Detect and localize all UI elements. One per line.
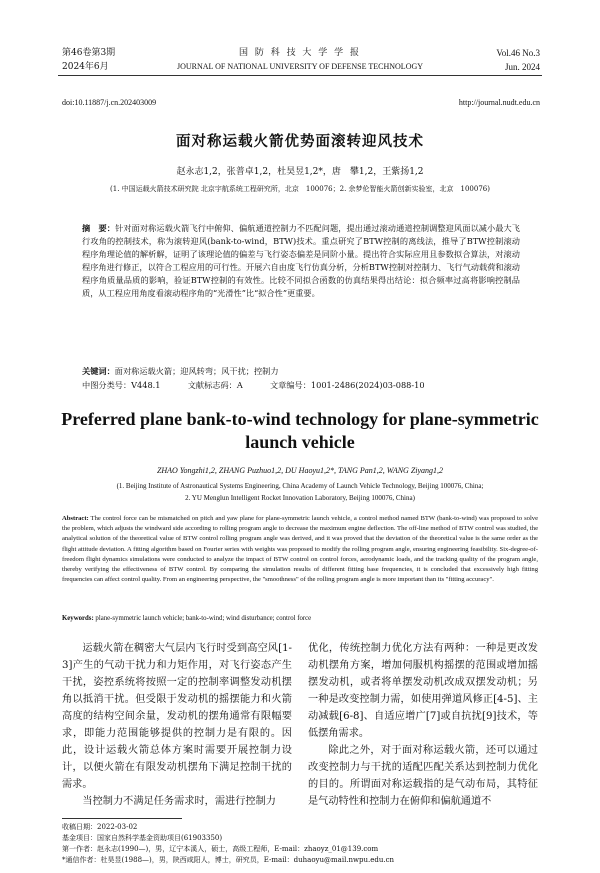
footnote-rule bbox=[62, 818, 182, 819]
journal-url: http://journal.nudt.edu.cn bbox=[458, 98, 540, 107]
en-title-line2: launch vehicle bbox=[245, 432, 355, 452]
cn-keywords-label: 关键词： bbox=[82, 366, 115, 376]
cn-classification-row bbox=[82, 379, 520, 392]
header-right-volume: Vol.46 No.3 bbox=[496, 48, 540, 58]
header-rule bbox=[58, 75, 542, 76]
cn-doc-code: 文献标志码：A bbox=[187, 380, 243, 390]
en-affiliation-line1: (1. Beijing Institute of Astronautical Systems Engineering, China Academy of Launch Vehicle Technology, Beijing 100076, China; bbox=[116, 482, 484, 490]
en-abstract bbox=[62, 514, 538, 585]
cn-authors: 赵永志1,2，张普卓1,2，杜昊昱1,2*，唐 攀1,2，王紫扬1,2 bbox=[176, 167, 424, 177]
cn-abstract-label: 摘 要： bbox=[82, 223, 116, 233]
footnote-corresponding-author: *通信作者：杜昊昱(1988—)，男，陕西咸阳人，博士，研究员，E-mail：duhaoyu@mail.nwpu.edu.cn bbox=[62, 856, 395, 864]
footnote-fund: 基金项目：国家自然科学基金资助项目(61903350) bbox=[62, 834, 223, 842]
body-left-paragraph-2: 当控制力不满足任务需求时，需进行控制力 bbox=[82, 796, 276, 807]
en-abstract-label: Abstract: bbox=[62, 515, 89, 522]
footnotes bbox=[62, 822, 538, 866]
body-right-column bbox=[308, 640, 538, 810]
en-affiliation-line2: 2. YU Menglun Intelligent Rocket Innovation Laboratory, Beijing 100076, China) bbox=[185, 494, 415, 502]
cn-keywords-text: 面对称运载火箭；迎风转弯；风干扰；控制力 bbox=[114, 366, 279, 376]
doi: doi:10.11887/j.cn.202403009 bbox=[62, 98, 157, 107]
footnote-received: 收稿日期：2022-03-02 bbox=[62, 823, 138, 831]
cn-title: 面对称运载火箭优势面滚转迎风技术 bbox=[176, 133, 424, 150]
body-left-paragraph-1: 运载火箭在稠密大气层内飞行时受到高空风[1-3]产生的气动干扰力和力矩作用，对飞行姿态产生干扰，姿控系统将按照一定的控制率调整发动机摆角以抵消干扰。但受限于发动机的摇摆能力和火箭高度的结构空间余量，发动机的摆角通常有限幅要求，即能力范围能够提供的控制力是有限的。因此，设计运载火箭总体方案时需要开展控制力设计，以便火箭在有限发动机摆角下满足控制干扰的需求。 bbox=[62, 643, 292, 790]
en-keywords-label: Keywords: bbox=[62, 615, 94, 622]
body-right-paragraph-1: 优化，传统控制力优化方法有两种：一种是更改发动机摆角方案，增加伺服机构摇摆的范围或增加摇摆发动机，或者将单摆发动机改成双摆发动机；另一种是改变控制力需，如使用弹道风修正[4-5]、主动减载[6-8]、自适应增广[7]或自抗扰[9]技术，等低摆角需求。 bbox=[308, 643, 538, 739]
body-left-column bbox=[62, 640, 292, 810]
en-abstract-text: The control force can be mismatched on pitch and yaw plane for plane-symmetric launch vehicle, a control method named BTW (bank-to-wind) was proposed to solve the problem, which adjusts the windward side according to rolling program angle to decrease the maximum engine deflection. The off-line method of BTW control was studied, the analytical solution of the theoretical value of BTW control rolling program angle was derived, and it was proved that the deviation of the theoretical value is the same order as the flight attitude deviation. A fitting algorithm based on Fourier series with weights was proposed to modify the rolling program angle, ensuring engineering feasibility. Six-degree-of-freedom flight dynamics simulations were conducted to analyze the impact of BTW control on control forces, aerodynamic loads, and the tracking quality of the program angle, thereby verifying the effectiveness of BTW control. By comparing the simulation results of different fitting base frequencies, it is concluded that excessively high fitting frequencies can affect control quality. From an engineering perspective, the "smoothness" of the rolling program angle is more important than its "fitting accuracy". bbox=[62, 515, 539, 584]
cn-affiliation: (1. 中国运载火箭技术研究院 北京宇航系统工程研究所，北京 100076；2. 余梦伦智能火箭创新实验室，北京 100076) bbox=[110, 185, 490, 193]
cn-article-no: 文章编号：1001-2486(2024)03-088-10 bbox=[269, 380, 425, 390]
header-left-volume: 第46卷第3期 bbox=[62, 48, 116, 58]
header-right-date: Jun. 2024 bbox=[504, 62, 540, 72]
footnote-first-author: 第一作者：赵永志(1990—)，男，辽宁本溪人，硕士，高级工程师，E-mail：zhaoyz_01@139.com bbox=[62, 845, 379, 853]
cn-abstract-text: 针对面对称运载火箭飞行中俯仰、偏航通道控制力不匹配问题，提出通过滚动通道控制调整迎风面以减小最大飞行攻角的控制技术，称为滚转迎风(bank-to-wind，BTW)技术。重点研究了BTW控制的离线法，推导了BTW控制滚动程序角理论值的解析解，证明了该理论值的偏差与飞行姿态偏差是同阶小量。提出符合实际应用且参数拟合算法，对滚动程序角进行修正，以符合工程应用的可行性。开展六自由度飞行仿真分析，分析BTW控制对控制力、飞行气动载荷和滚动程序角质量品质的影响，验证BTW控制的有效性。比较不同拟合函数的仿真结果得出结论：拟合频率过高将影响控制品质，从工程应用角度看滚动程序角的“光滑性”比“拟合性”更重要。 bbox=[82, 223, 520, 298]
header-left-date: 2024年6月 bbox=[62, 62, 109, 72]
en-authors: ZHAO Yongzhi1,2, ZHANG Puzhuo1,2, DU Haoyu1,2*, TANG Pan1,2, WANG Ziyang1,2 bbox=[156, 466, 444, 475]
cn-abstract bbox=[82, 222, 520, 300]
en-title-line1: Preferred plane bank-to-wind technology for plane-symmetric bbox=[61, 409, 539, 429]
en-keywords bbox=[62, 614, 538, 624]
header-journal-en: JOURNAL OF NATIONAL UNIVERSITY OF DEFENSE TECHNOLOGY bbox=[176, 62, 424, 71]
en-keywords-text: plane-symmetric launch vehicle; bank-to-wind; wind disturbance; control force bbox=[95, 615, 312, 622]
cn-keywords bbox=[82, 365, 520, 378]
body-right-paragraph-2: 除此之外，对于面对称运载火箭，还可以通过改变控制力与干扰的适配匹配关系达到控制力优化的目的。所谓面对称运载指的是气动布局，其特征是气动特性和控制力在俯仰和偏航通道不 bbox=[308, 745, 538, 807]
header-journal-cn: 国 防 科 技 大 学 学 报 bbox=[238, 48, 362, 58]
cn-clc: 中图分类号：V448.1 bbox=[82, 380, 161, 390]
